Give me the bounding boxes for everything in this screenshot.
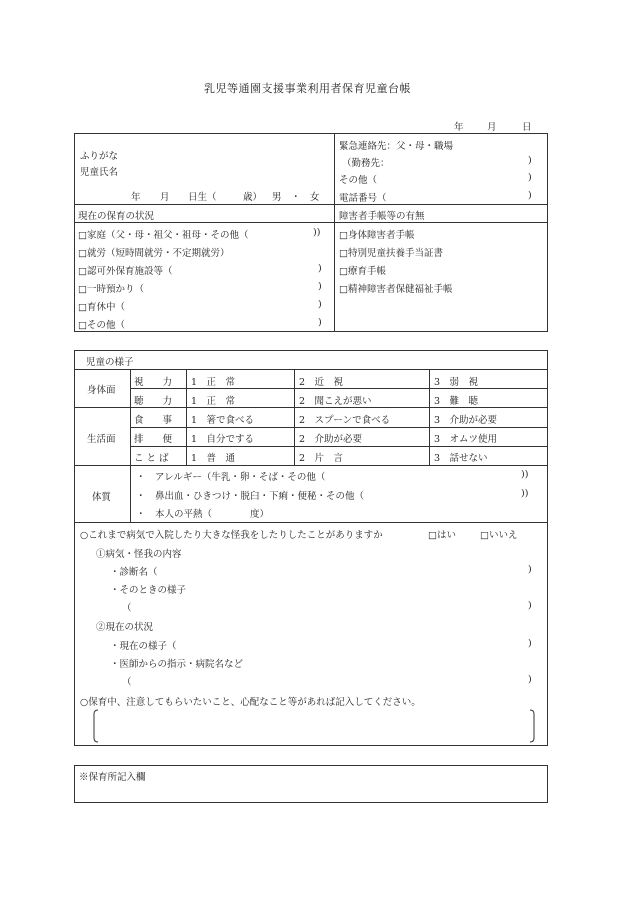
nursery-label: ※保育所記入欄	[79, 772, 146, 783]
diagnosis-label: ・診断名（	[110, 567, 158, 578]
care-item-temporary: □一時預かり（	[78, 284, 144, 295]
history-yes: □はい	[428, 530, 456, 541]
diagnosis-close: )	[528, 564, 532, 575]
speech-label: こ と ば	[134, 453, 169, 464]
date-year: 年	[454, 122, 464, 133]
meal-option-1: 1 箸で食べる	[191, 415, 255, 426]
hearing-option-3: 3 難 聴	[434, 396, 479, 407]
toilet-option-2: 2 介助が必要	[299, 434, 363, 445]
date-month: 月	[487, 122, 497, 133]
care-item-work: □就労（短時間就労・不定期就労）	[78, 248, 230, 259]
doctor-open: （	[122, 677, 132, 688]
symptom-row: ・ 鼻出血・ひきつけ・脱臼・下痢・便秘・その他（	[136, 491, 365, 502]
meal-option-2: 2 スプーンで食べる	[299, 415, 391, 426]
other-contact-close: )	[528, 172, 532, 183]
illness-section: ①病気・怪我の内容	[96, 549, 182, 560]
date-day: 日	[522, 122, 532, 133]
disability-header: 障害者手帳等の有無	[339, 211, 425, 222]
hearing-option-1: 1 正 常	[191, 396, 236, 407]
workplace-close: )	[528, 155, 532, 166]
child-name-label: 児童氏名	[80, 167, 119, 178]
speech-option-3: 3 話せない	[434, 453, 488, 464]
meal-option-3: 3 介助が必要	[434, 415, 498, 426]
symptom-row-close: ))	[521, 488, 529, 499]
care-item-other-close: )	[318, 317, 322, 328]
birth-year-label: 年	[131, 192, 141, 203]
physique-label: 体質	[92, 492, 112, 503]
other-contact-label: その他（	[339, 175, 378, 186]
vision-label: 視 力	[134, 377, 173, 388]
care-item-home: □家庭（父・母・祖父・祖母・その他（	[78, 230, 249, 241]
vision-option-1: 1 正 常	[191, 377, 236, 388]
history-question: ○これまで病気で入院したり大きな怪我をしたりしたことがありますか	[80, 530, 383, 541]
disability-item-rehab: □療育手帳	[339, 266, 386, 277]
life-label: 生活面	[87, 434, 116, 445]
state-now-close: )	[528, 638, 532, 649]
body-label: 身体面	[87, 385, 116, 396]
care-item-unlicensed-close: )	[318, 263, 322, 274]
male-option: 男	[272, 192, 282, 203]
allergy-row-close: ))	[521, 469, 529, 480]
furigana-label: ふりがな	[80, 151, 119, 162]
state-then-open: （	[122, 603, 132, 614]
care-item-unlicensed: □認可外保育施設等（	[78, 266, 173, 277]
current-section: ②現在の状況	[96, 622, 154, 633]
vision-option-2: 2 近 視	[299, 377, 344, 388]
doctor-label: ・医師からの指示・病院名など	[110, 659, 244, 670]
age-label: 歳）	[243, 192, 263, 203]
care-status-header: 現在の保育の状況	[78, 211, 155, 222]
doctor-close: )	[528, 674, 532, 685]
hearing-option-2: 2 聞こえが悪い	[299, 396, 372, 407]
state-then-label: ・そのときの様子	[110, 585, 187, 596]
temperature-row: ・ 本人の平熱（ 度）	[136, 509, 270, 520]
phone-label: 電話番号（	[339, 193, 387, 204]
phone-close: )	[528, 190, 532, 201]
toilet-option-3: 3 オムツ使用	[434, 434, 498, 445]
disability-item-mental: □精神障害者保健福祉手帳	[339, 284, 453, 295]
history-no: □いいえ	[480, 530, 518, 541]
care-item-home-close: ))	[313, 227, 321, 238]
emergency-contact-label: 緊急連絡先：父・母・職場	[339, 141, 454, 152]
notes-label: ○保育中、注意してもらいたいこと、心配なこと等があれば記入してください。	[80, 697, 421, 708]
notes-bracket	[92, 708, 538, 744]
care-item-other: □その他（	[78, 320, 125, 331]
meal-label: 食 事	[134, 415, 173, 426]
care-item-leave-close: )	[318, 299, 322, 310]
toilet-label: 排 便	[134, 434, 173, 445]
hearing-label: 聴 力	[134, 396, 173, 407]
care-item-temporary-close: )	[318, 281, 322, 292]
disability-item-physical: □身体障害者手帳	[339, 230, 415, 241]
workplace-label: （勤務先：	[342, 158, 390, 169]
page-title: 乳児等通園支援事業利用者保育児童台帳	[204, 82, 411, 95]
state-then-close: )	[528, 600, 532, 611]
disability-item-allowance: □特別児童扶養手当証書	[339, 248, 443, 259]
state-now-label: ・現在の様子（	[110, 641, 177, 652]
allergy-row: ・ アレルギー（牛乳・卵・そば・その他（	[136, 472, 326, 483]
care-item-leave: □育休中（	[78, 302, 125, 313]
speech-option-1: 1 普 通	[191, 453, 236, 464]
sex-separator: ・	[291, 192, 301, 203]
condition-header: 児童の様子	[86, 357, 134, 368]
vision-option-3: 3 弱 視	[434, 377, 479, 388]
female-option: 女	[310, 192, 320, 203]
toilet-option-1: 1 自分でする	[191, 434, 255, 445]
speech-option-2: 2 片 言	[299, 453, 344, 464]
birth-month-label: 月	[160, 192, 170, 203]
birth-day-label: 日生（	[188, 192, 217, 203]
